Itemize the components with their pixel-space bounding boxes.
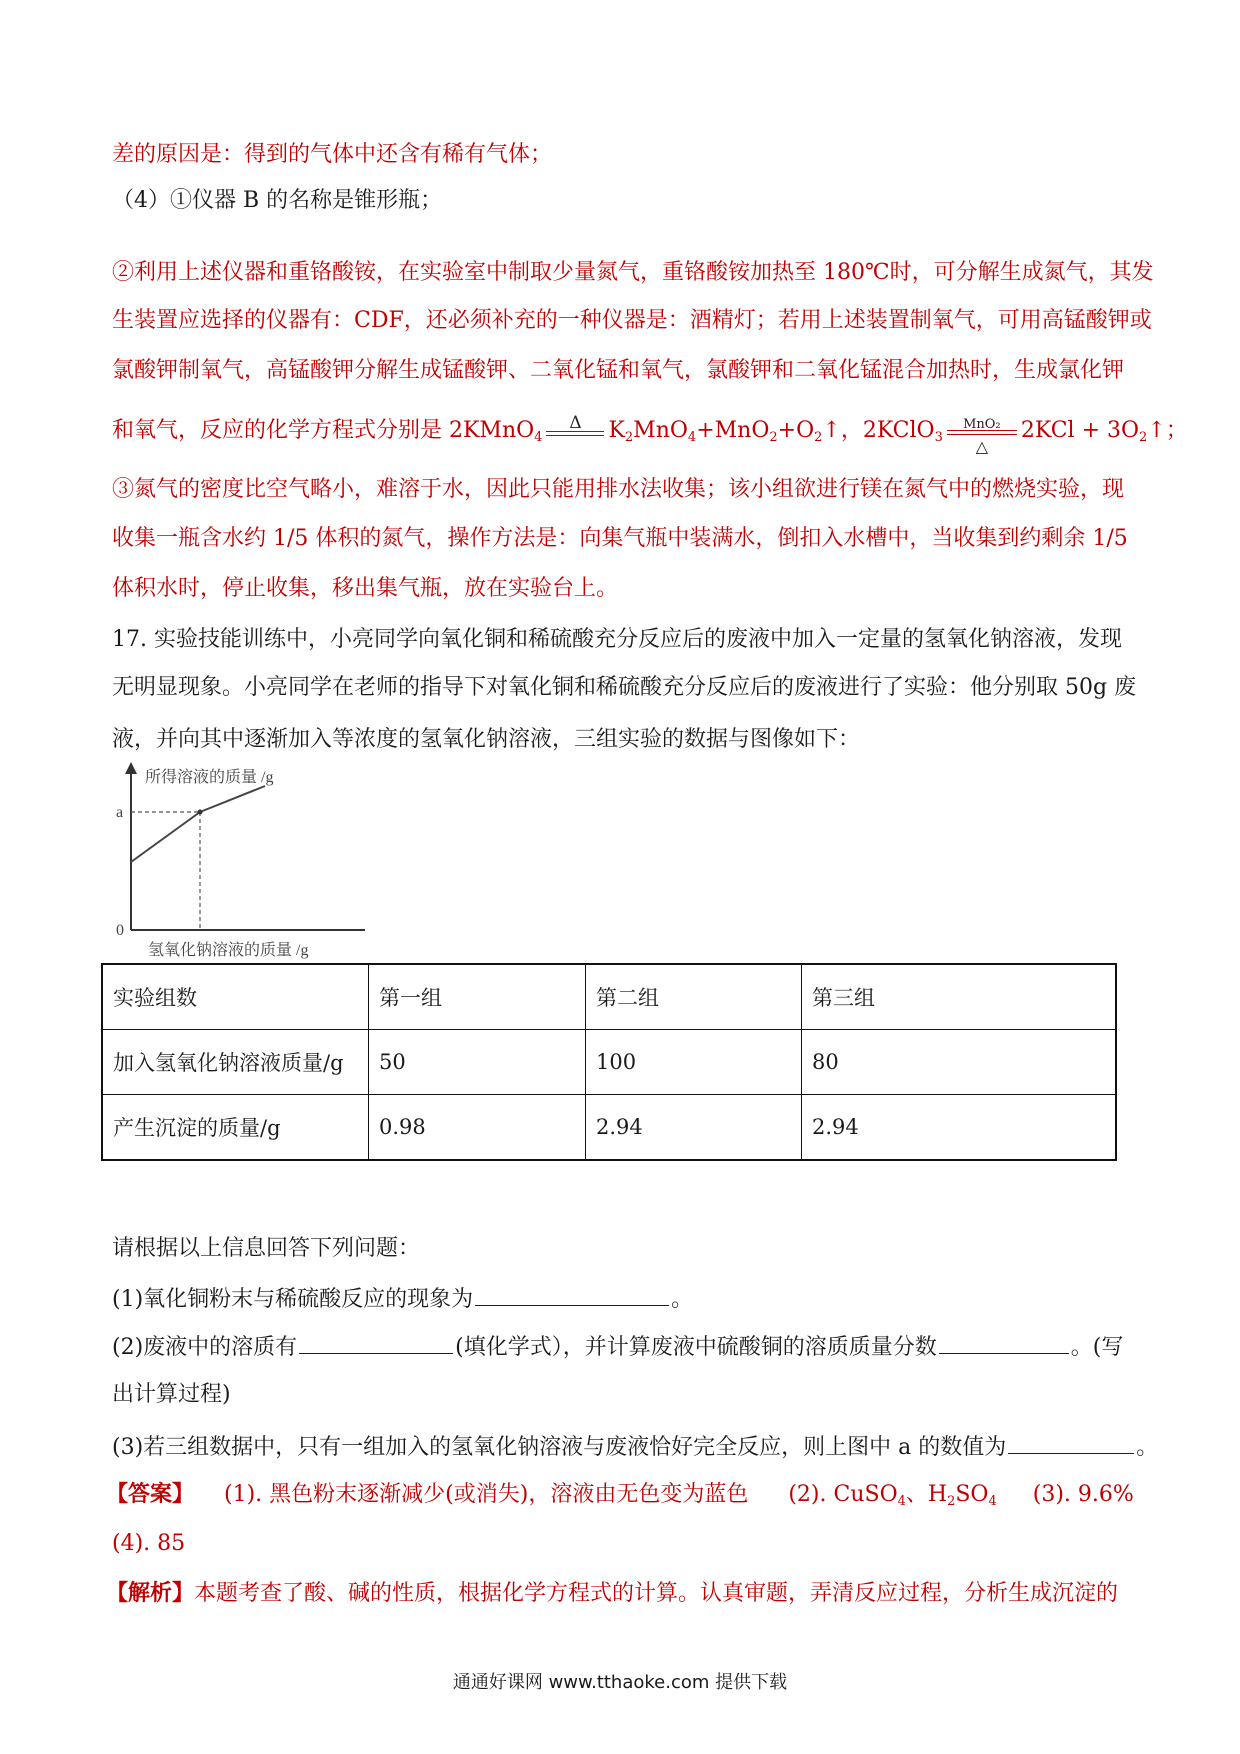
text-line: 液，并向其中逐渐加入等浓度的氢氧化钠溶液，三组实验的数据与图像如下：	[112, 727, 861, 752]
question-2: (2)废液中的溶质有 (填化学式），并计算废液中硫酸铜的溶质质量分数 。(写	[112, 1331, 1123, 1363]
analysis-line: 【解析】本题考查了酸、碱的性质，根据化学方程式的计算。认真审题，弄清反应过程，分析生成沉淀的	[106, 1580, 1119, 1606]
table-row	[102, 964, 1116, 1030]
question-1: (1)氧化铜粉末与稀硫酸反应的现象为 。	[112, 1283, 693, 1315]
questions-intro: 请根据以上信息回答下列问题：	[112, 1236, 421, 1261]
text-line: 出计算过程)	[112, 1382, 231, 1407]
mass-graph	[110, 760, 370, 960]
table-row	[102, 1095, 1116, 1161]
text-line: ②利用上述仪器和重铬酸铵，在实验室中制取少量氮气，重铬酸铵加热至 180℃时，可分解生成氮气，其发	[112, 260, 1154, 285]
table-cell: 80	[802, 1030, 1117, 1095]
answer-blank[interactable]	[299, 1331, 453, 1354]
text-line: 生装置应选择的仪器有：CDF，还必须补充的一种仪器是：酒精灯；若用上述装置制氧气，可用高锰酸钾或	[112, 308, 1152, 333]
table-cell: 加入氢氧化钠溶液质量/g	[102, 1030, 369, 1095]
answer-blank[interactable]	[939, 1331, 1069, 1354]
catalyst-condition: MnO₂ △	[947, 416, 1017, 446]
table-cell: 2.94	[802, 1095, 1117, 1161]
origin-label: 0	[116, 922, 124, 939]
text-line: 收集一瓶含水约 1/5 体积的氮气，操作方法是：向集气瓶中装满水，倒扣入水槽中，当收集到约剩余 1/5	[112, 526, 1128, 551]
text-line: 体积水时，停止收集，移出集气瓶，放在实验台上。	[112, 576, 619, 601]
table-cell: 第一组	[369, 964, 586, 1030]
table-cell: 第三组	[802, 964, 1117, 1030]
answer-line: 【答案】 (1). 黑色粉末逐渐减少(或消失)，溶液由无色变为蓝色 (2). CuSO$_4$、$H_2SO_4$ (3). 9.6%	[106, 1481, 1134, 1509]
curve-segment-1	[131, 812, 200, 862]
text-line: 差的原因是：得到的气体中还含有稀有气体；	[112, 142, 553, 167]
experiment-table	[101, 963, 1117, 1161]
text-line: ③氮气的密度比空气略小，难溶于水，因此只能用排水法收集；该小组欲进行镁在氮气中的燃烧实验，现	[112, 477, 1125, 502]
answer-line-2: (4). 85	[112, 1531, 186, 1556]
table-cell: 产生沉淀的质量/g	[102, 1095, 369, 1161]
answer-blank[interactable]	[475, 1283, 669, 1306]
equation-line: 和氧气，反应的化学方程式分别是 2KMnO$_4$ Δ $K_2MnO_4+MnO_2+O_2↑$，2KClO$_3$ MnO₂ △ $2KCl + 3O_2↑$；	[112, 413, 1188, 456]
table-cell: 100	[586, 1030, 802, 1095]
table-cell: 实验组数	[102, 964, 369, 1030]
question-17-text: 17. 实验技能训练中，小亮同学向氧化铜和稀硫酸充分反应后的废液中加入一定量的氢氧化钠溶液，发现	[112, 627, 1122, 652]
curve-segment-2	[200, 786, 265, 812]
answer-tag: 【答案】	[106, 1481, 195, 1507]
table-row	[102, 1030, 1116, 1095]
table-cell: 50	[369, 1030, 586, 1095]
table-cell: 2.94	[586, 1095, 802, 1161]
analysis-tag: 【解析】	[106, 1580, 195, 1606]
question-3: (3)若三组数据中，只有一组加入的氢氧化钠溶液与废液恰好完全反应，则上图中 a 的数值为 。	[112, 1431, 1158, 1463]
y-axis-label: 所得溶液的质量 /g	[145, 769, 274, 786]
a-label: a	[116, 804, 124, 821]
table-cell: 第二组	[586, 964, 802, 1030]
table-cell: 0.98	[369, 1095, 586, 1161]
text-line: （4）①仪器 B 的名称是锥形瓶；	[112, 188, 443, 213]
x-axis-label: 氢氧化钠溶液的质量 /g	[148, 942, 309, 959]
text-line: 氯酸钾制氧气，高锰酸钾分解生成锰酸钾、二氧化锰和氧气，氯酸钾和二氧化锰混合加热时，生成氯化钾	[112, 358, 1125, 383]
turning-point	[198, 810, 203, 815]
answer-blank[interactable]	[1008, 1431, 1134, 1454]
text-line: 无明显现象。小亮同学在老师的指导下对氧化铜和稀硫酸充分反应后的废液进行了实验：他分别取 50g 废	[112, 675, 1137, 700]
heat-condition: Δ	[546, 416, 604, 446]
footer: 通通好课网 www.tthaoke.com 提供下载	[452, 1672, 788, 1693]
